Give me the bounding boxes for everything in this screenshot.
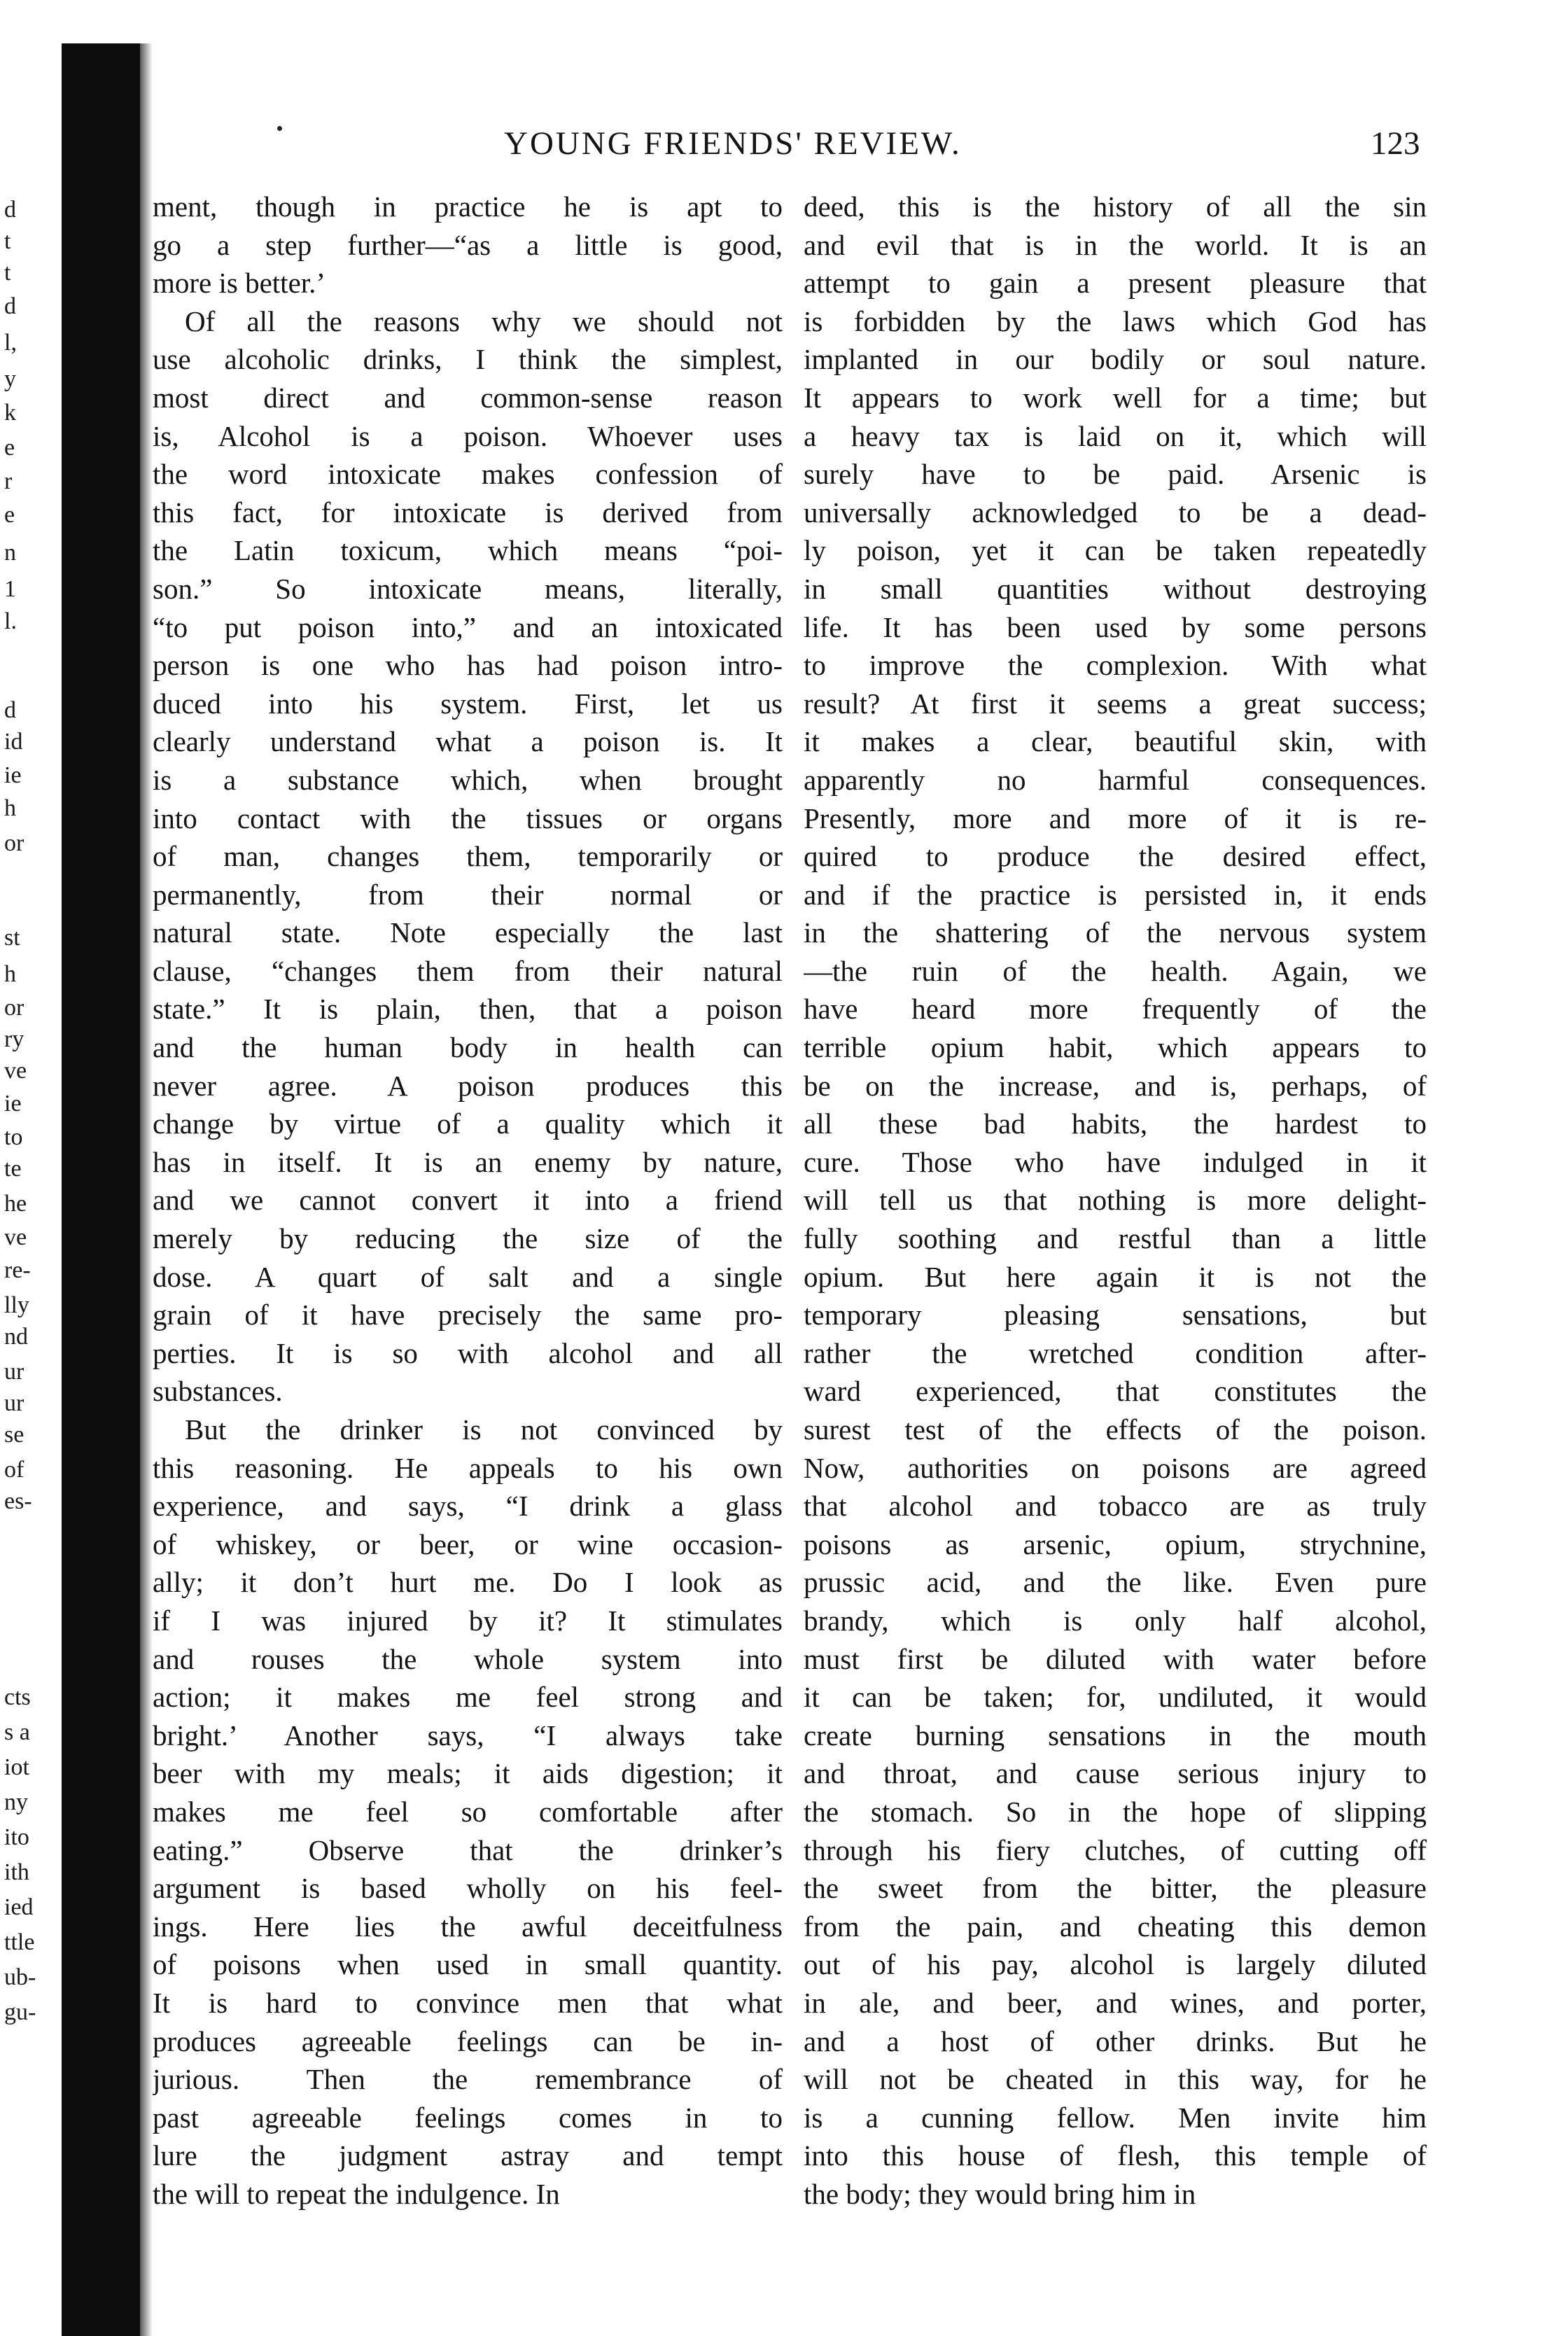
text-line: terrible opium habit, which appears to: [804, 1031, 1427, 1064]
text-line: clause, “changes them from their natural: [153, 954, 783, 987]
margin-fragment: y: [4, 366, 16, 392]
text-line: it can be taken; for, undiluted, it would: [804, 1681, 1427, 1714]
text-line: in the shattering of the nervous system: [804, 916, 1427, 949]
text-line: from the pain, and cheating this demon: [804, 1910, 1427, 1943]
text-line: state.” It is plain, then, that a poison: [153, 993, 783, 1026]
margin-fragment: re-: [4, 1257, 31, 1283]
paragraph: [153, 1411, 783, 2213]
margin-fragment: d: [4, 293, 16, 319]
text-line: the Latin toxicum, which means “poi-: [153, 534, 783, 567]
text-line: perties. It is so with alcohol and all: [153, 1336, 783, 1369]
text-line: this reasoning. He appeals to his own: [153, 1451, 783, 1484]
margin-fragment: ie: [4, 762, 22, 788]
text-line: must first be diluted with water before: [804, 1642, 1427, 1675]
text-line: through his fiery clutches, of cutting off: [804, 1833, 1427, 1866]
text-line: prussic acid, and the like. Even pure: [804, 1566, 1427, 1599]
margin-fragment: ied: [4, 1894, 34, 1920]
running-title: YOUNG FRIENDS' REVIEW.: [504, 125, 962, 162]
margin-fragment: l.: [4, 608, 17, 634]
margin-fragment: es-: [4, 1488, 32, 1514]
margin-fragment: cts: [4, 1684, 31, 1710]
text-line: of poisons when used in small quantity.: [153, 1948, 783, 1981]
text-line: duced into his system. First, let us: [153, 687, 783, 720]
text-line: substances.: [153, 1375, 283, 1408]
margin-fragment: id: [4, 729, 23, 755]
text-line: It appears to work well for a time; but: [804, 381, 1427, 414]
margin-fragment: l,: [4, 330, 17, 356]
text-line: the body; they would bring him in: [804, 2177, 1196, 2210]
text-line: quired to produce the desired effect,: [804, 840, 1427, 873]
text-line: experience, and says, “I drink a glass: [153, 1490, 783, 1523]
text-line: of whiskey, or beer, or wine occasion-: [153, 1527, 783, 1560]
text-line: is a substance which, when brought: [153, 763, 783, 796]
text-line: lure the judgment astray and tempt: [153, 2139, 783, 2172]
text-line: —the ruin of the health. Again, we: [804, 954, 1427, 987]
text-line: poisons as arsenic, opium, strychnine,: [804, 1527, 1427, 1560]
margin-fragment: ny: [4, 1789, 28, 1815]
margin-fragment: nd: [4, 1324, 28, 1350]
text-line: and a host of other drinks. But he: [804, 2024, 1427, 2057]
margin-fragment: lly: [4, 1292, 29, 1318]
text-line: beer with my meals; it aids digestion; it: [153, 1757, 783, 1790]
text-line: and if the practice is persisted in, it ends: [804, 878, 1427, 911]
margin-fragment: n: [4, 540, 16, 566]
text-line: cure. Those who have indulged in it: [804, 1145, 1427, 1178]
text-line: change by virtue of a quality which it: [153, 1107, 783, 1140]
margin-fragment: se: [4, 1422, 24, 1448]
text-line: opium. But here again it is not the: [804, 1260, 1427, 1293]
text-line: grain of it have precisely the same pro-: [153, 1299, 783, 1331]
text-line: the stomach. So in the hope of slipping: [804, 1795, 1427, 1828]
text-line: bright.’ Another says, “I always take: [153, 1719, 783, 1751]
right-column: [804, 188, 1427, 2213]
text-line: in small quantities without destroying: [804, 572, 1427, 605]
margin-fragment: 1: [4, 576, 16, 602]
text-line: Presently, more and more of it is re-: [804, 802, 1427, 834]
text-line: have heard more frequently of the: [804, 993, 1427, 1026]
margin-fragment: ub-: [4, 1964, 36, 1990]
text-line: a heavy tax is laid on it, which will: [804, 419, 1427, 452]
gutter-fade: [140, 43, 153, 2336]
text-line: to improve the complexion. With what: [804, 649, 1427, 682]
text-line: is a cunning fellow. Men invite him: [804, 2101, 1427, 2134]
text-line: action; it makes me feel strong and: [153, 1681, 783, 1714]
text-line: person is one who has had poison intro-: [153, 649, 783, 682]
text-line: all these bad habits, the hardest to: [804, 1107, 1427, 1140]
text-line: But the drinker is not convinced by: [185, 1413, 783, 1446]
text-line: “to put poison into,” and an intoxicated: [153, 610, 783, 643]
margin-fragment: ur: [4, 1390, 24, 1416]
previous-page-fragments: [0, 0, 62, 2336]
text-line: more is better.’: [153, 267, 326, 300]
margin-fragment: e: [4, 502, 15, 528]
margin-fragment: iot: [4, 1754, 29, 1780]
margin-fragment: ito: [4, 1824, 29, 1850]
text-line: if I was injured by it? It stimulates: [153, 1604, 783, 1637]
text-line: past agreeable feelings comes in to: [153, 2101, 783, 2134]
ink-speck: [277, 126, 282, 131]
margin-fragment: t: [4, 228, 11, 254]
text-line: create burning sensations in the mouth: [804, 1719, 1427, 1751]
margin-fragment: r: [4, 468, 13, 494]
margin-fragment: h: [4, 795, 16, 821]
paragraph: [804, 188, 1427, 2213]
text-line: ally; it don’t hurt me. Do I look as: [153, 1566, 783, 1599]
text-line: ment, though in practice he is apt to: [153, 190, 783, 223]
text-line: deed, this is the history of all the sin: [804, 190, 1427, 223]
margin-fragment: or: [4, 995, 24, 1021]
margin-fragment: st: [4, 925, 20, 951]
text-line: permanently, from their normal or: [153, 878, 783, 911]
margin-fragment: te: [4, 1156, 22, 1182]
margin-fragment: t: [4, 260, 11, 286]
text-line: most direct and common-sense reason: [153, 381, 783, 414]
text-line: It is hard to convince men that what: [153, 1986, 783, 2019]
text-line: into this house of flesh, this temple of: [804, 2139, 1427, 2172]
text-line: never agree. A poison produces this: [153, 1069, 783, 1102]
margin-fragment: d: [4, 697, 16, 723]
text-line: will not be cheated in this way, for he: [804, 2063, 1427, 2096]
text-line: that alcohol and tobacco are as truly: [804, 1490, 1427, 1523]
margin-fragment: ie: [4, 1091, 22, 1117]
left-column: [153, 188, 783, 2213]
text-line: into contact with the tissues or organs: [153, 802, 783, 834]
paragraph: [153, 188, 783, 302]
text-line: Now, authorities on poisons are agreed: [804, 1451, 1427, 1484]
text-line: natural state. Note especially the last: [153, 916, 783, 949]
margin-fragment: ith: [4, 1859, 29, 1885]
text-line: Of all the reasons why we should not: [185, 305, 783, 337]
text-line: go a step further—“as a little is good,: [153, 228, 783, 261]
text-line: it makes a clear, beautiful skin, with: [804, 725, 1427, 758]
text-line: dose. A quart of salt and a single: [153, 1260, 783, 1293]
text-line: temporary pleasing sensations, but: [804, 1299, 1427, 1331]
text-line: will tell us that nothing is more delight-: [804, 1184, 1427, 1217]
text-line: ly poison, yet it can be taken repeatedly: [804, 534, 1427, 567]
text-line: use alcoholic drinks, I think the simplest,: [153, 343, 783, 376]
text-line: surest test of the effects of the poison.: [804, 1413, 1427, 1446]
text-line: out of his pay, alcohol is largely diluted: [804, 1948, 1427, 1981]
text-line: ward experienced, that constitutes the: [804, 1375, 1427, 1408]
text-line: surely have to be paid. Arsenic is: [804, 458, 1427, 491]
text-line: brandy, which is only half alcohol,: [804, 1604, 1427, 1637]
text-line: produces agreeable feelings can be in-: [153, 2024, 783, 2057]
margin-fragment: d: [4, 197, 16, 223]
text-line: and the human body in health can: [153, 1031, 783, 1064]
margin-fragment: ttle: [4, 1929, 35, 1955]
text-line: is, Alcohol is a poison. Whoever uses: [153, 419, 783, 452]
margin-fragment: to: [4, 1124, 23, 1150]
text-line: and rouses the whole system into: [153, 1642, 783, 1675]
text-line: is forbidden by the laws which God has: [804, 305, 1427, 337]
text-line: universally acknowledged to be a dead-: [804, 496, 1427, 529]
text-line: son.” So intoxicate means, literally,: [153, 572, 783, 605]
binding-gutter-shadow: [62, 43, 140, 2336]
margin-fragment: k: [4, 400, 16, 426]
margin-fragment: ve: [4, 1224, 27, 1250]
margin-fragment: s a: [4, 1719, 30, 1745]
text-line: clearly understand what a poison is. It: [153, 725, 783, 758]
text-line: the will to repeat the indulgence. In: [153, 2177, 560, 2210]
margin-fragment: he: [4, 1191, 27, 1217]
text-line: in ale, and beer, and wines, and porter,: [804, 1986, 1427, 2019]
margin-fragment: ur: [4, 1359, 24, 1385]
text-line: result? At first it seems a great success;: [804, 687, 1427, 720]
text-line: ings. Here lies the awful deceitfulness: [153, 1910, 783, 1943]
text-line: jurious. Then the remembrance of: [153, 2063, 783, 2096]
text-line: and evil that is in the world. It is an: [804, 228, 1427, 261]
text-line: argument is based wholly on his feel-: [153, 1872, 783, 1905]
text-line: makes me feel so comfortable after: [153, 1795, 783, 1828]
text-line: attempt to gain a present pleasure that: [804, 267, 1427, 300]
margin-fragment: ve: [4, 1058, 27, 1084]
text-line: fully soothing and restful than a little: [804, 1222, 1427, 1255]
text-line: has in itself. It is an enemy by nature,: [153, 1145, 783, 1178]
text-line: of man, changes them, temporarily or: [153, 840, 783, 873]
margin-fragment: or: [4, 830, 24, 856]
paragraph: [153, 302, 783, 1411]
margin-fragment: h: [4, 961, 16, 987]
margin-fragment: ry: [4, 1026, 24, 1052]
margin-fragment: of: [4, 1457, 24, 1483]
text-line: eating.” Observe that the drinker’s: [153, 1833, 783, 1866]
margin-fragment: gu-: [4, 1999, 36, 2025]
text-line: life. It has been used by some persons: [804, 610, 1427, 643]
text-line: and throat, and cause serious injury to: [804, 1757, 1427, 1790]
text-line: merely by reducing the size of the: [153, 1222, 783, 1255]
text-line: apparently no harmful consequences.: [804, 763, 1427, 796]
text-line: the word intoxicate makes confession of: [153, 458, 783, 491]
text-line: be on the increase, and is, perhaps, of: [804, 1069, 1427, 1102]
text-line: this fact, for intoxicate is derived from: [153, 496, 783, 529]
text-line: and we cannot convert it into a friend: [153, 1184, 783, 1217]
margin-fragment: e: [4, 435, 15, 461]
text-line: the sweet from the bitter, the pleasure: [804, 1872, 1427, 1905]
page-number: 123: [1371, 125, 1420, 162]
text-line: rather the wretched condition after-: [804, 1336, 1427, 1369]
text-line: implanted in our bodily or soul nature.: [804, 343, 1427, 376]
